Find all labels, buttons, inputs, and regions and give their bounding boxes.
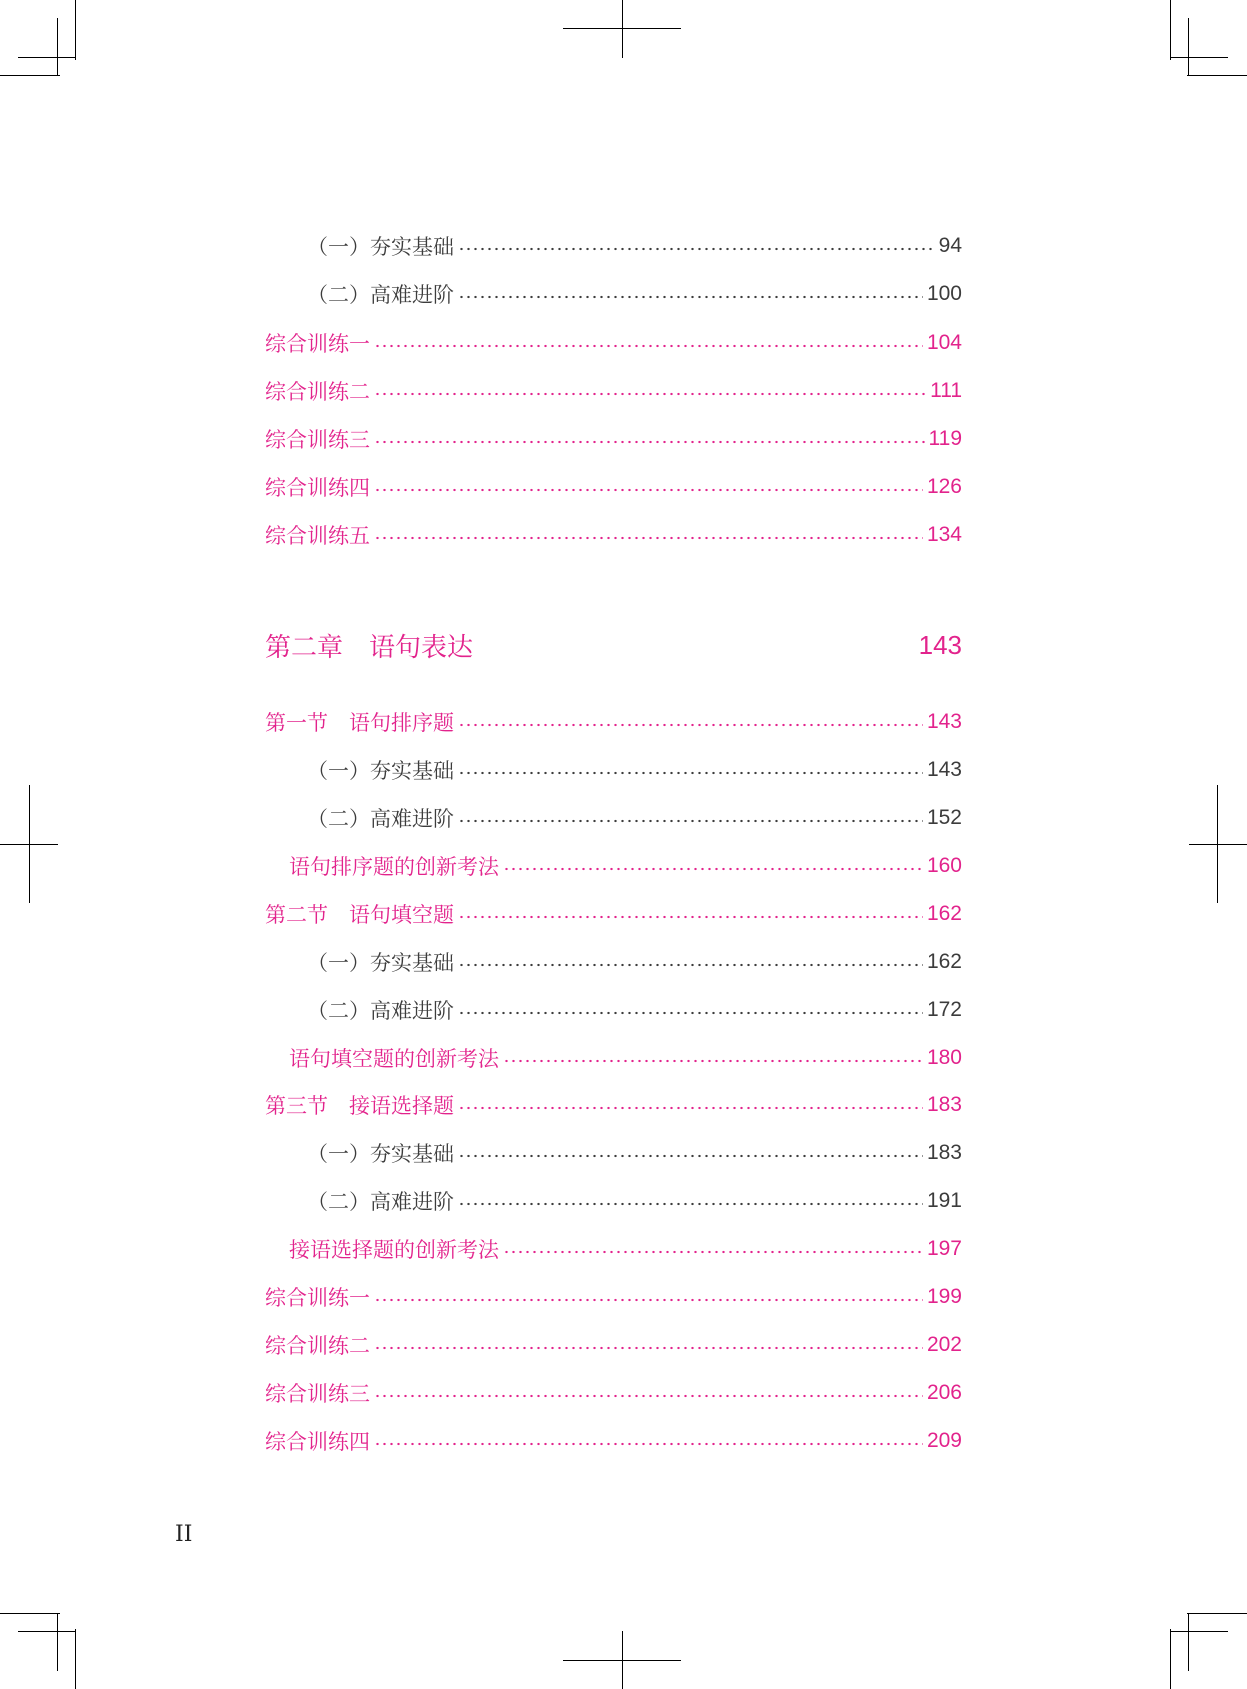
toc-leader-dots (458, 1154, 923, 1158)
toc-leader-dots (374, 1298, 923, 1302)
toc-entry-page: 199 (926, 1285, 962, 1308)
toc-entry[interactable] (265, 1231, 962, 1267)
toc-leader-dots (503, 867, 923, 871)
toc-entry-label: 综合训练二 (265, 1334, 370, 1358)
toc-leader-dots (458, 1011, 923, 1015)
toc-entry-page: 111 (930, 379, 962, 402)
toc-entry[interactable] (265, 1087, 962, 1123)
toc-entry[interactable] (265, 1279, 962, 1315)
toc-entry-label: 综合训练五 (265, 524, 370, 548)
toc-entry[interactable] (265, 1375, 962, 1411)
toc-entry[interactable] (265, 704, 962, 740)
toc-entry-page: 104 (926, 331, 962, 354)
toc-leader-dots (458, 1106, 923, 1110)
toc-entry[interactable] (265, 325, 962, 361)
toc-entry-label: 综合训练一 (265, 1286, 370, 1310)
toc-entry-label: （一）夯实基础 (307, 759, 454, 783)
toc-entry-label: （二）高难进阶 (307, 283, 454, 307)
toc-entry-label: 第二节 语句填空题 (265, 903, 454, 927)
toc-entry-label: （一）夯实基础 (307, 951, 454, 975)
toc-leader-dots (458, 771, 923, 775)
toc-entry[interactable] (265, 421, 962, 457)
toc-entry-label: （二）高难进阶 (307, 807, 454, 831)
chapter-title: 第二章 语句表达 (265, 632, 474, 663)
toc-entry-label: 语句填空题的创新考法 (289, 1047, 499, 1071)
page-number: II (175, 1522, 193, 1547)
toc-entry-label: （二）高难进阶 (307, 999, 454, 1023)
toc-entry-label: 综合训练二 (265, 380, 370, 404)
toc-entry-page: 180 (926, 1046, 962, 1069)
toc-entry-label: 接语选择题的创新考法 (289, 1238, 499, 1262)
toc-leader-dots (503, 1059, 923, 1063)
toc-entry[interactable] (265, 800, 962, 836)
toc-entry-page: 183 (926, 1093, 962, 1116)
toc-entry-page: 119 (928, 427, 962, 450)
toc-entry-label: 语句排序题的创新考法 (289, 855, 499, 879)
toc-entry-page: 172 (926, 998, 962, 1021)
toc-leader-dots (458, 915, 923, 919)
toc-entry[interactable] (265, 752, 962, 788)
toc-entry-page: 134 (926, 523, 962, 546)
toc-entry-label: 第三节 接语选择题 (265, 1094, 454, 1118)
toc-entry-label: （二）高难进阶 (307, 1190, 454, 1214)
toc-entry-label: （一）夯实基础 (307, 235, 454, 259)
toc-entry[interactable] (265, 992, 962, 1028)
toc-entry-page: 94 (938, 234, 962, 257)
toc-entry-label: 综合训练三 (265, 1382, 370, 1406)
toc-entry[interactable] (265, 373, 962, 409)
toc-entry-page: 160 (926, 854, 962, 877)
toc-entry-page: 209 (926, 1429, 962, 1452)
toc-entry[interactable] (265, 1135, 962, 1171)
chapter-page: 143 (918, 629, 962, 660)
toc-entry-page: 126 (926, 475, 962, 498)
toc-leader-dots (458, 963, 923, 967)
toc-entry[interactable] (265, 517, 962, 553)
toc-entry-label: 综合训练四 (265, 1430, 370, 1454)
toc-leader-dots (374, 488, 923, 492)
toc-leader-dots (503, 1250, 923, 1254)
toc-leader-dots (458, 1202, 923, 1206)
toc-entry-label: 综合训练四 (265, 476, 370, 500)
toc-entry[interactable] (265, 1040, 962, 1076)
toc-entry-page: 206 (926, 1381, 962, 1404)
toc-leader-dots (458, 247, 935, 251)
toc-entry-page: 191 (926, 1189, 962, 1212)
toc-entry[interactable] (265, 896, 962, 932)
toc-leader-dots (374, 392, 926, 396)
toc-entry[interactable] (265, 1183, 962, 1219)
chapter-heading[interactable] (265, 625, 962, 665)
toc-leader-dots (374, 1442, 923, 1446)
toc-entry-label: （一）夯实基础 (307, 1142, 454, 1166)
toc-entry-label: 综合训练一 (265, 332, 370, 356)
toc-leader-dots (374, 1346, 923, 1350)
toc-entry-page: 162 (926, 902, 962, 925)
toc-entry-page: 152 (926, 806, 962, 829)
toc-entry-page: 162 (926, 950, 962, 973)
toc-entry[interactable] (265, 1327, 962, 1363)
toc-entry[interactable] (265, 944, 962, 980)
toc-entry-page: 202 (926, 1333, 962, 1356)
toc-leader-dots (374, 440, 925, 444)
toc-entry-page: 197 (926, 1237, 962, 1260)
toc-leader-dots (374, 536, 923, 540)
toc-entry[interactable] (265, 1423, 962, 1459)
toc-leader-dots (374, 1394, 923, 1398)
toc-leader-dots (374, 344, 923, 348)
toc-entry-page: 143 (926, 758, 962, 781)
toc-entry-page: 183 (926, 1141, 962, 1164)
toc-entry-label: 综合训练三 (265, 428, 370, 452)
toc-leader-dots (458, 295, 923, 299)
toc-entry-page: 100 (926, 282, 962, 305)
toc-entry[interactable] (265, 848, 962, 884)
toc-entry[interactable] (265, 228, 962, 264)
toc-leader-dots (458, 819, 923, 823)
toc-entry-label: 第一节 语句排序题 (265, 711, 454, 735)
toc-leader-dots (458, 723, 923, 727)
toc-entry[interactable] (265, 276, 962, 312)
toc-entry[interactable] (265, 469, 962, 505)
toc-entry-page: 143 (926, 710, 962, 733)
